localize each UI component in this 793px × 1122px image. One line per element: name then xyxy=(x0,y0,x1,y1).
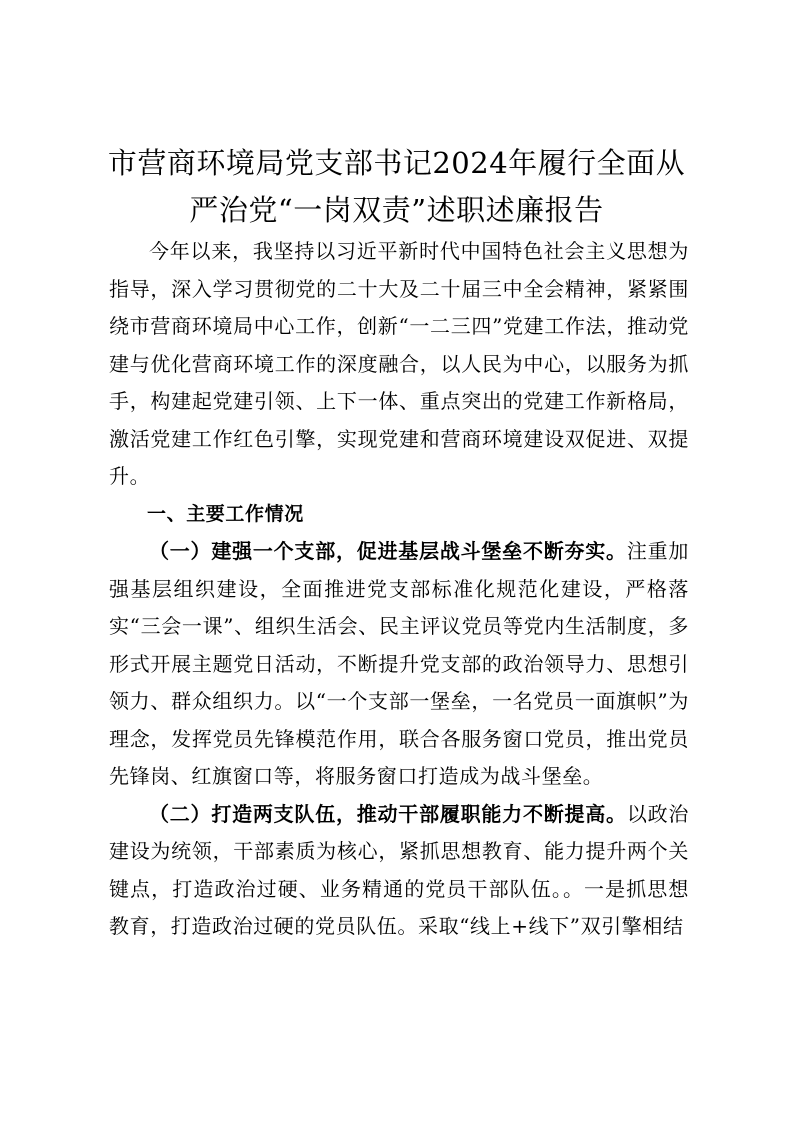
intro-paragraph: 今年以来，我坚持以习近平新时代中国特色社会主义思想为指导，深入学习贯彻党的二十大及二十届三中全会精神，紧紧围绕市营商环境局中心工作，创新“一二三四”党建工作法，推动党建与优化营商环境工作的深度融合，以人民为中心，以服务为抓手，构建起党建引领、上下一体、重点突出的党建工作新格局，激活党建工作红色引擎，实现党建和营商环境建设双促进、双提升。 xyxy=(109,239,689,488)
document-title xyxy=(100,140,693,234)
section-heading: 一、主要工作情况 xyxy=(147,502,304,525)
title-line-2: 严治党“一岗双责”述职述廉报告 xyxy=(189,193,604,227)
item-paragraph-2 xyxy=(109,796,689,946)
document-body xyxy=(109,233,689,946)
item-1-lead: （一）建强一个支部，促进基层战斗堡垒不断夯实。 xyxy=(149,539,627,563)
title-line-1: 市营商环境局党支部书记2024年履行全面从 xyxy=(107,146,686,180)
item-2-text: 以政治建设为统领，干部素质为核心，紧抓思想教育、能力提升两个关键点，打造政治过硬、业务精通的党员干部队伍。。一是抓思想教育，打造政治过硬的党员队伍。采取“线上+线下”双引擎相结 xyxy=(109,801,689,938)
item-2-lead: （二）打造两支队伍，推动干部履职能力不断提高。 xyxy=(149,801,627,826)
item-1-text: 注重加强基层组织建设，全面推进党支部标准化规范化建设，严格落实“三会一课”、组织生活会、民主评议党员等党内生活制度，多形式开展主题党日活动，不断提升党支部的政治领导力、思想引领力、群众组织力。以“一个支部一堡垒，一名党员一面旗帜”为理念，发挥党员先锋模范作用，联合各服务窗口党员，推出党员先锋岗、红旗窗口等，将服务窗口打造成为战斗堡垒。 xyxy=(109,539,689,788)
item-paragraph-1 xyxy=(109,533,689,796)
